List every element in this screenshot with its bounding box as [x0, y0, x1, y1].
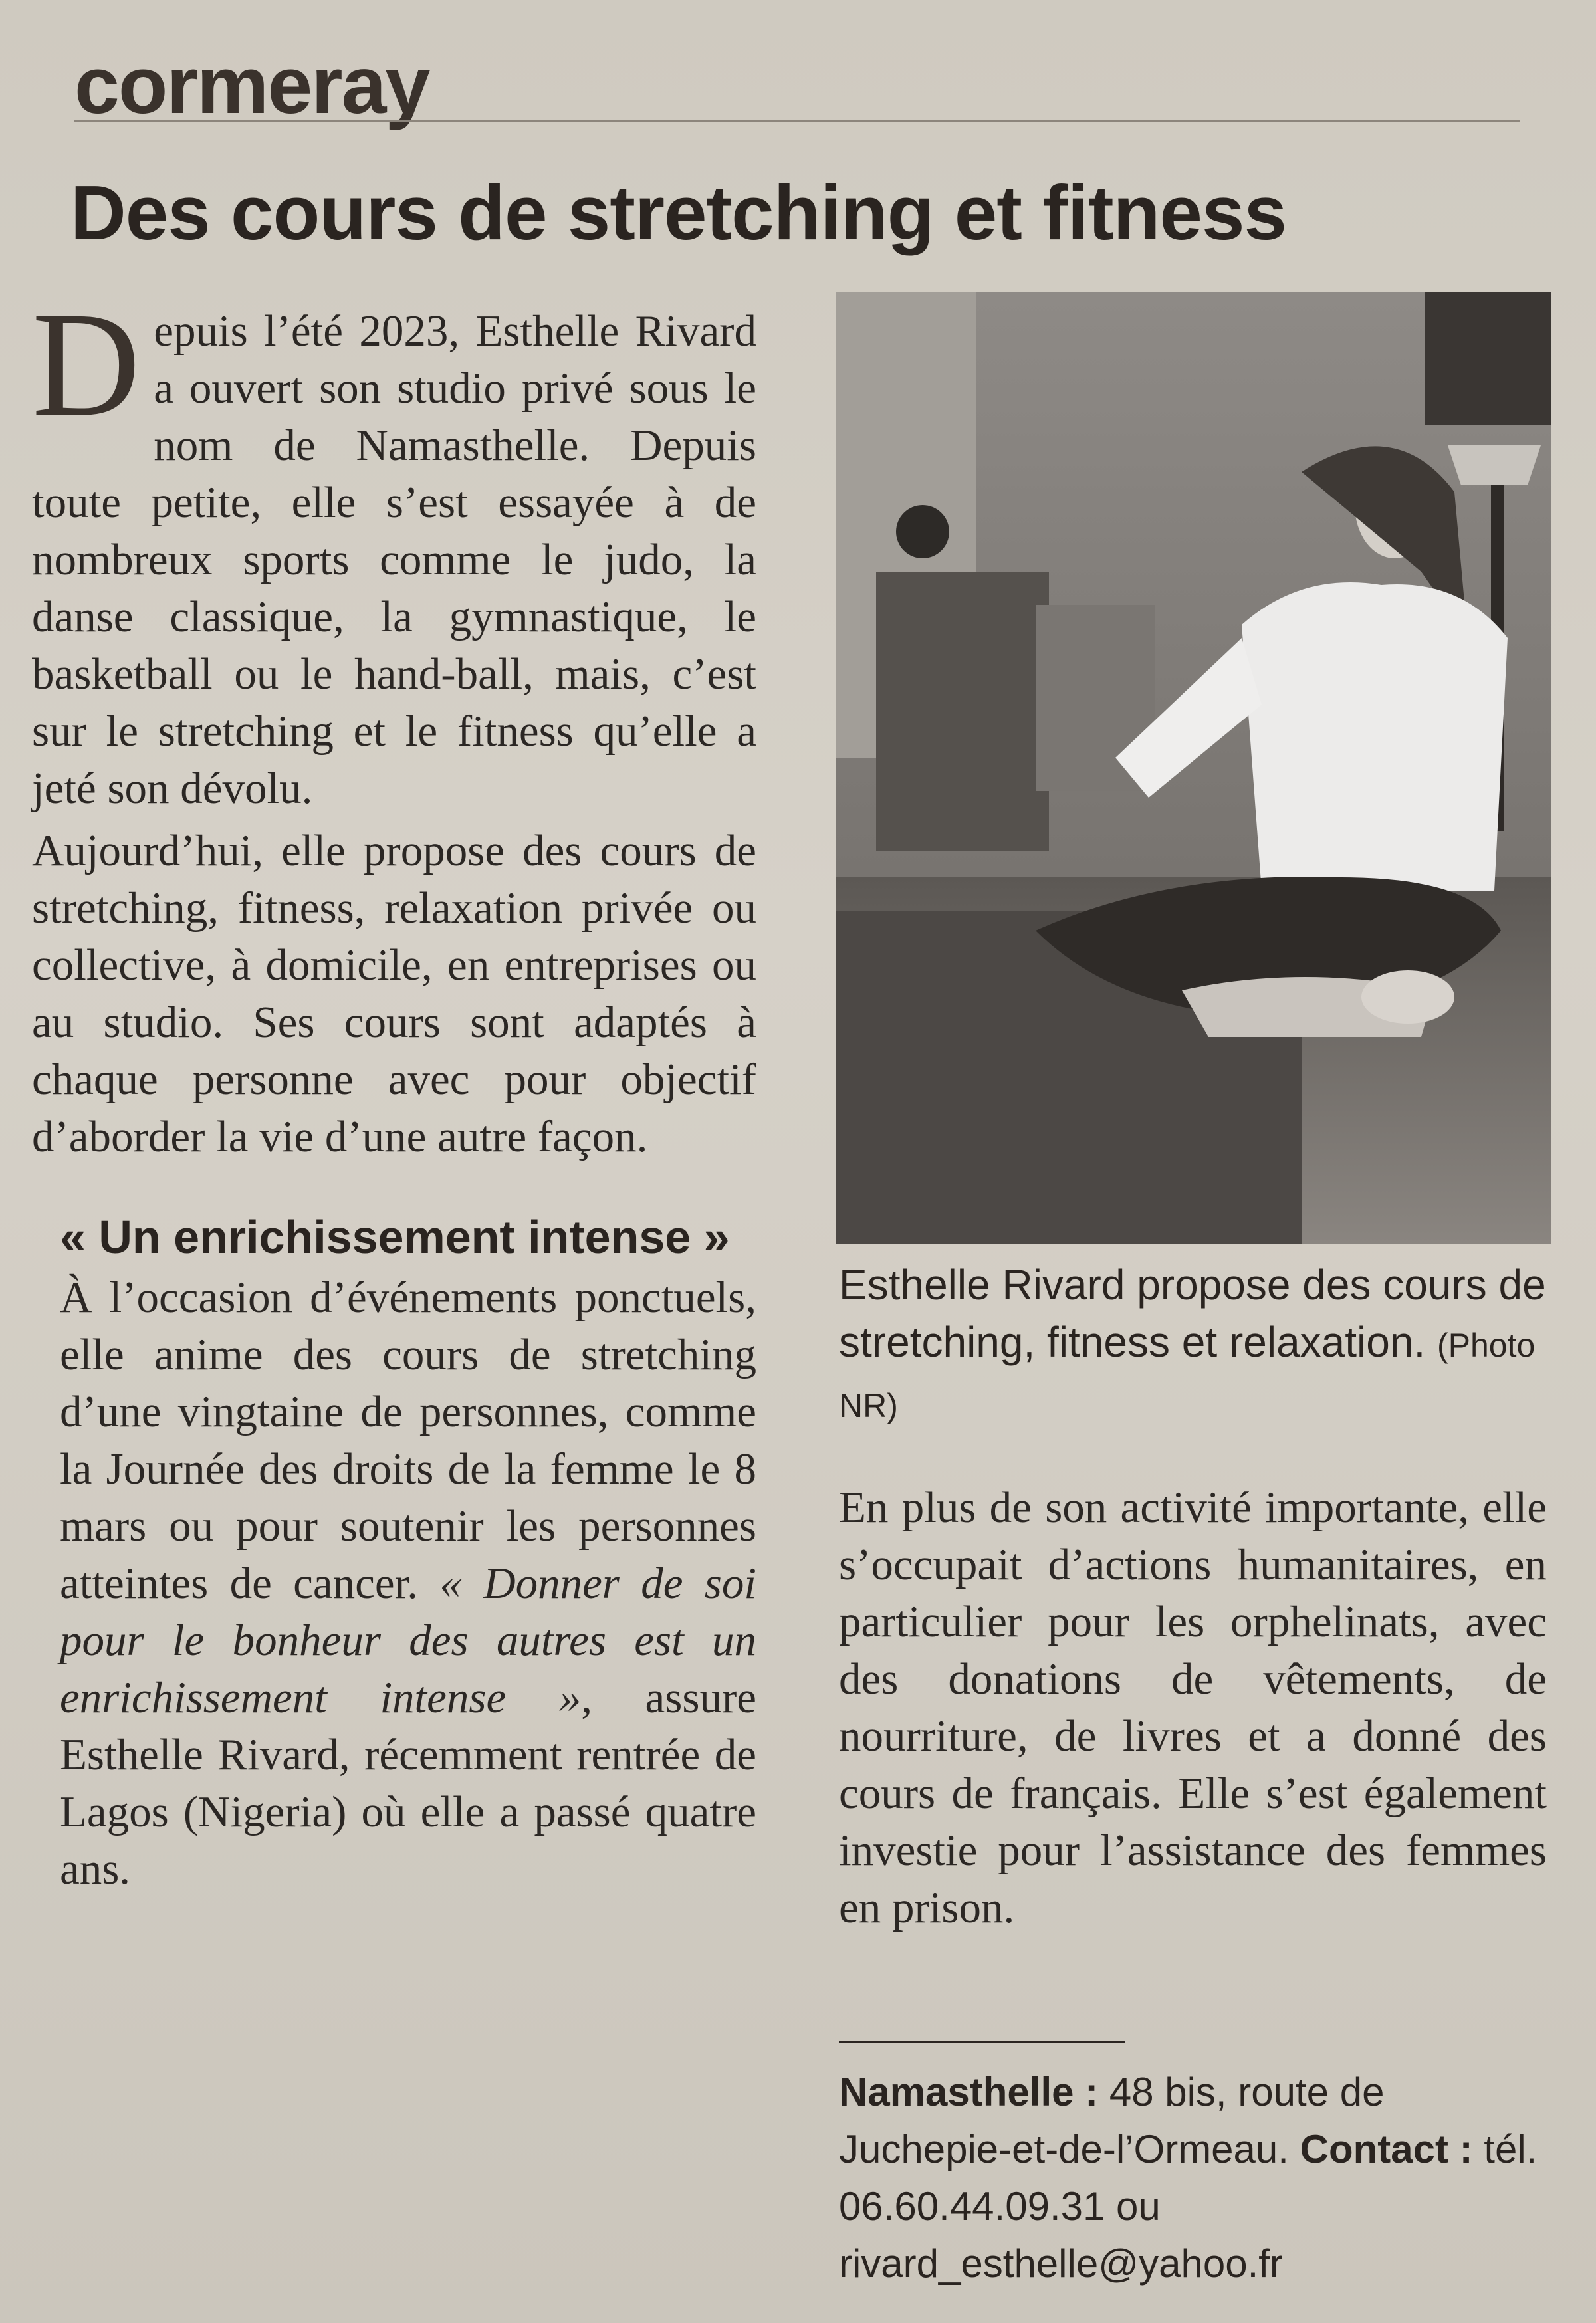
photo-credit: (Photo NR) [839, 1327, 1536, 1424]
info-email[interactable]: rivard_esthelle@yahoo.fr [839, 2241, 1283, 2286]
practical-info [839, 2064, 1553, 2292]
paragraph-4: En plus de son activité importante, elle s’occupait d’actions humanitaires, en particulier pour les orphelinats, avec des donations de vêtements, de nourriture, de livres et a donné des cours de français. Elle s’est également investie pour l’assistance des femmes en prison. [839, 1483, 1547, 1932]
section-divider [74, 120, 1520, 122]
photo-meditating-woman [836, 292, 1551, 1244]
photo-caption [839, 1256, 1553, 1434]
article-headline: Des cours de stretching et fitness [70, 169, 1286, 256]
info-divider [839, 2041, 1125, 2043]
info-phone: tél. 06.60.44.09.31 ou [839, 2127, 1538, 2229]
paragraph-1-text: epuis l’été 2023, Esthelle Rivard a ouvert son studio privé sous le nom de Namasthelle. Depuis toute petite, elle s’est essayée à de nombreux sports comme le judo, la danse classique, la gymnastique, le basketball ou le hand-ball, mais, c’est sur le stretching et le fitness qu’elle a jeté son dévolu. [32, 306, 756, 813]
article-left-column [32, 281, 756, 1898]
paragraph-3 [60, 1269, 756, 1898]
section-title: cormeray [74, 40, 429, 130]
caption-text: Esthelle Rivard propose des cours de stretching, fitness et relaxation. [839, 1261, 1546, 1366]
intertitle: « Un enrichissement intense » [60, 1211, 730, 1263]
article-photo [836, 292, 1551, 1244]
info-studio-name: Namasthelle : [839, 2070, 1099, 2114]
paragraph-2: Aujourd’hui, elle propose des cours de stretching, fitness, relaxation privée ou collective, à domicile, en entreprises ou au studio. Ses cours sont adaptés à chaque personne avec pour objectif d’aborder la vie d’une autre façon. [32, 826, 756, 1161]
paragraph-3-text: À l’occasion d’événements ponctuels, elle anime des cours de stretching d’une vingtaine de personnes, comme la Journée des droits de la femme le 8 mars ou pour soutenir les personnes atteintes de cancer. [60, 1273, 756, 1608]
drop-cap: D [32, 281, 141, 447]
paragraph-1 [32, 281, 756, 817]
paragraph-3-end: , assure Esthelle Rivard, récemment rentrée de Lagos (Nigeria) où elle a passé quatre ans. [60, 1673, 756, 1894]
info-address: 48 bis, route de Juchepie-et-de-l’Ormeau. [839, 2070, 1385, 2171]
info-contact-label: Contact : [1288, 2127, 1473, 2171]
pull-quote: « Donner de soi pour le bonheur des autres est un enrichissement intense » [60, 1559, 756, 1722]
article-right-column [839, 1479, 1547, 1936]
